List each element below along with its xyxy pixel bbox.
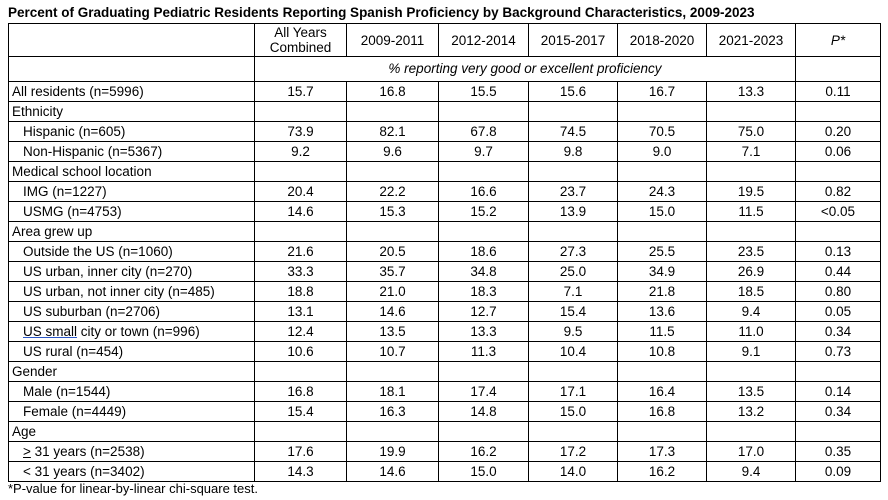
row-value-1: 14.6 [347,462,439,482]
header-characteristic [9,24,255,57]
group-name: Ethnicity [9,102,255,122]
row-value-3: 17.1 [529,382,618,402]
row-value-1: 21.0 [347,282,439,302]
row-value-6: 0.14 [796,382,881,402]
row-value-1: 16.3 [347,402,439,422]
row-value-3: 15.0 [529,402,618,422]
group-name: Gender [9,362,255,382]
row-value-1: 16.8 [347,82,439,102]
row-label: > 31 years (n=2538) [9,442,255,462]
row-value-6: 0.82 [796,182,881,202]
row-value-2: 67.8 [439,122,529,142]
row-value-4: 17.3 [618,442,707,462]
row-value-1: 14.6 [347,302,439,322]
table-row [9,142,881,162]
group-empty-cell [255,362,347,382]
footnote: *P-value for linear-by-linear chi-square test. [8,481,258,496]
row-value-2: 15.2 [439,202,529,222]
row-value-0: 15.4 [255,402,347,422]
row-label: Hispanic (n=605) [9,122,255,142]
row-label: US small city or town (n=996) [9,322,255,342]
group-empty-cell [529,102,618,122]
row-value-4: 16.2 [618,462,707,482]
row-value-6: 0.73 [796,342,881,362]
group-empty-cell [255,222,347,242]
group-empty-cell [347,222,439,242]
row-value-2: 16.6 [439,182,529,202]
row-value-2: 14.8 [439,402,529,422]
row-value-0: 12.4 [255,322,347,342]
row-value-0: 14.6 [255,202,347,222]
row-value-0: 20.4 [255,182,347,202]
row-value-0: 17.6 [255,442,347,462]
table-row [9,122,881,142]
row-value-5: 17.0 [707,442,796,462]
row-value-3: 14.0 [529,462,618,482]
row-value-2: 9.7 [439,142,529,162]
group-empty-cell [796,362,881,382]
table-row [9,242,881,262]
group-header-row [9,362,881,382]
group-name: Age [9,422,255,442]
group-name: Area grew up [9,222,255,242]
group-empty-cell [347,102,439,122]
row-value-2: 18.3 [439,282,529,302]
unit-row [9,57,881,82]
row-value-5: 9.1 [707,342,796,362]
row-value-4: 34.9 [618,262,707,282]
group-empty-cell [529,162,618,182]
table-row [9,82,881,102]
header-2012-2014: 2012-2014 [439,24,529,57]
table-row [9,442,881,462]
row-value-4: 11.5 [618,322,707,342]
unit-spacer-end [796,57,881,82]
group-empty-cell [618,362,707,382]
header-2015-2017: 2015-2017 [529,24,618,57]
row-value-0: 9.2 [255,142,347,162]
group-empty-cell [618,422,707,442]
row-value-0: 13.1 [255,302,347,322]
group-empty-cell [255,162,347,182]
row-value-3: 15.6 [529,82,618,102]
group-empty-cell [618,102,707,122]
row-label: Outside the US (n=1060) [9,242,255,262]
row-value-6: 0.34 [796,402,881,422]
row-value-2: 11.3 [439,342,529,362]
row-label: Non-Hispanic (n=5367) [9,142,255,162]
row-value-0: 16.8 [255,382,347,402]
table-row [9,282,881,302]
row-value-2: 18.6 [439,242,529,262]
row-value-3: 27.3 [529,242,618,262]
header-p-value: P* [796,24,881,57]
row-value-1: 82.1 [347,122,439,142]
row-value-5: 9.4 [707,302,796,322]
unit-label: % reporting very good or excellent proficiency [255,57,796,82]
group-empty-cell [796,222,881,242]
row-value-5: 13.2 [707,402,796,422]
row-label: Male (n=1544) [9,382,255,402]
row-value-1: 18.1 [347,382,439,402]
header-2021-2023: 2021-2023 [707,24,796,57]
row-value-0: 10.6 [255,342,347,362]
table-row [9,462,881,482]
table-row [9,342,881,362]
group-empty-cell [529,222,618,242]
group-empty-cell [618,222,707,242]
group-empty-cell [796,102,881,122]
group-empty-cell [439,102,529,122]
row-value-5: 18.5 [707,282,796,302]
row-value-3: 10.4 [529,342,618,362]
row-value-6: 0.20 [796,122,881,142]
table-row [9,182,881,202]
group-empty-cell [707,222,796,242]
header-2018-2020: 2018-2020 [618,24,707,57]
group-empty-cell [439,222,529,242]
row-value-0: 21.6 [255,242,347,262]
row-label: US urban, inner city (n=270) [9,262,255,282]
row-value-2: 16.2 [439,442,529,462]
row-value-1: 19.9 [347,442,439,462]
row-value-4: 13.6 [618,302,707,322]
row-value-5: 9.4 [707,462,796,482]
group-empty-cell [347,422,439,442]
table-title: Percent of Graduating Pediatric Residents Reporting Spanish Proficiency by Background Characteristics, 2009-2023 [8,5,755,20]
table-row [9,382,881,402]
row-value-5: 11.0 [707,322,796,342]
row-value-4: 25.5 [618,242,707,262]
group-empty-cell [529,422,618,442]
row-label: IMG (n=1227) [9,182,255,202]
row-value-5: 75.0 [707,122,796,142]
group-empty-cell [347,162,439,182]
row-value-4: 9.0 [618,142,707,162]
row-value-2: 12.7 [439,302,529,322]
row-value-3: 7.1 [529,282,618,302]
row-value-5: 13.3 [707,82,796,102]
row-value-4: 21.8 [618,282,707,302]
row-value-3: 74.5 [529,122,618,142]
row-value-1: 15.3 [347,202,439,222]
row-value-4: 16.8 [618,402,707,422]
table-row [9,402,881,422]
group-empty-cell [255,422,347,442]
row-value-5: 7.1 [707,142,796,162]
group-header-row [9,162,881,182]
row-value-4: 70.5 [618,122,707,142]
table-row [9,202,881,222]
group-empty-cell [796,162,881,182]
group-empty-cell [255,102,347,122]
row-value-5: 23.5 [707,242,796,262]
row-value-0: 33.3 [255,262,347,282]
row-value-1: 22.2 [347,182,439,202]
row-value-0: 15.7 [255,82,347,102]
row-value-6: 0.06 [796,142,881,162]
row-value-4: 16.7 [618,82,707,102]
group-empty-cell [707,162,796,182]
row-value-5: 11.5 [707,202,796,222]
group-empty-cell [529,362,618,382]
row-value-3: 13.9 [529,202,618,222]
row-value-3: 9.8 [529,142,618,162]
row-value-0: 73.9 [255,122,347,142]
row-label: US suburban (n=2706) [9,302,255,322]
row-value-5: 13.5 [707,382,796,402]
group-empty-cell [618,162,707,182]
table-row [9,322,881,342]
group-empty-cell [439,162,529,182]
unit-spacer [9,57,255,82]
row-label: USMG (n=4753) [9,202,255,222]
row-value-1: 13.5 [347,322,439,342]
row-value-6: 0.09 [796,462,881,482]
row-value-6: <0.05 [796,202,881,222]
header-all-years-line1: All Years [274,25,327,40]
row-value-3: 17.2 [529,442,618,462]
row-value-6: 0.11 [796,82,881,102]
row-value-1: 10.7 [347,342,439,362]
group-empty-cell [707,422,796,442]
group-empty-cell [796,422,881,442]
row-value-3: 15.4 [529,302,618,322]
header-all-years [255,24,347,57]
group-header-row [9,102,881,122]
row-value-2: 15.5 [439,82,529,102]
row-label: < 31 years (n=3402) [9,462,255,482]
row-value-0: 18.8 [255,282,347,302]
header-2009-2011: 2009-2011 [347,24,439,57]
group-empty-cell [347,362,439,382]
row-value-6: 0.80 [796,282,881,302]
header-row [9,24,881,57]
group-empty-cell [707,362,796,382]
group-name: Medical school location [9,162,255,182]
row-value-4: 24.3 [618,182,707,202]
row-value-6: 0.35 [796,442,881,462]
group-header-row [9,222,881,242]
row-value-0: 14.3 [255,462,347,482]
group-empty-cell [439,362,529,382]
group-empty-cell [439,422,529,442]
row-value-6: 0.05 [796,302,881,322]
row-value-3: 9.5 [529,322,618,342]
row-value-6: 0.13 [796,242,881,262]
table-row [9,302,881,322]
group-header-row [9,422,881,442]
row-value-2: 13.3 [439,322,529,342]
row-value-2: 15.0 [439,462,529,482]
row-value-5: 26.9 [707,262,796,282]
row-value-3: 25.0 [529,262,618,282]
row-value-1: 9.6 [347,142,439,162]
row-value-6: 0.34 [796,322,881,342]
header-all-years-line2: Combined [269,40,332,55]
row-label: All residents (n=5996) [9,82,255,102]
row-value-2: 34.8 [439,262,529,282]
group-empty-cell [707,102,796,122]
row-value-6: 0.44 [796,262,881,282]
row-label: US urban, not inner city (n=485) [9,282,255,302]
row-value-4: 15.0 [618,202,707,222]
row-value-4: 10.8 [618,342,707,362]
row-value-3: 23.7 [529,182,618,202]
row-value-1: 35.7 [347,262,439,282]
proficiency-table [8,23,881,482]
row-value-1: 20.5 [347,242,439,262]
table-row [9,262,881,282]
row-label: Female (n=4449) [9,402,255,422]
row-value-2: 17.4 [439,382,529,402]
row-label: US rural (n=454) [9,342,255,362]
row-value-5: 19.5 [707,182,796,202]
row-value-4: 16.4 [618,382,707,402]
